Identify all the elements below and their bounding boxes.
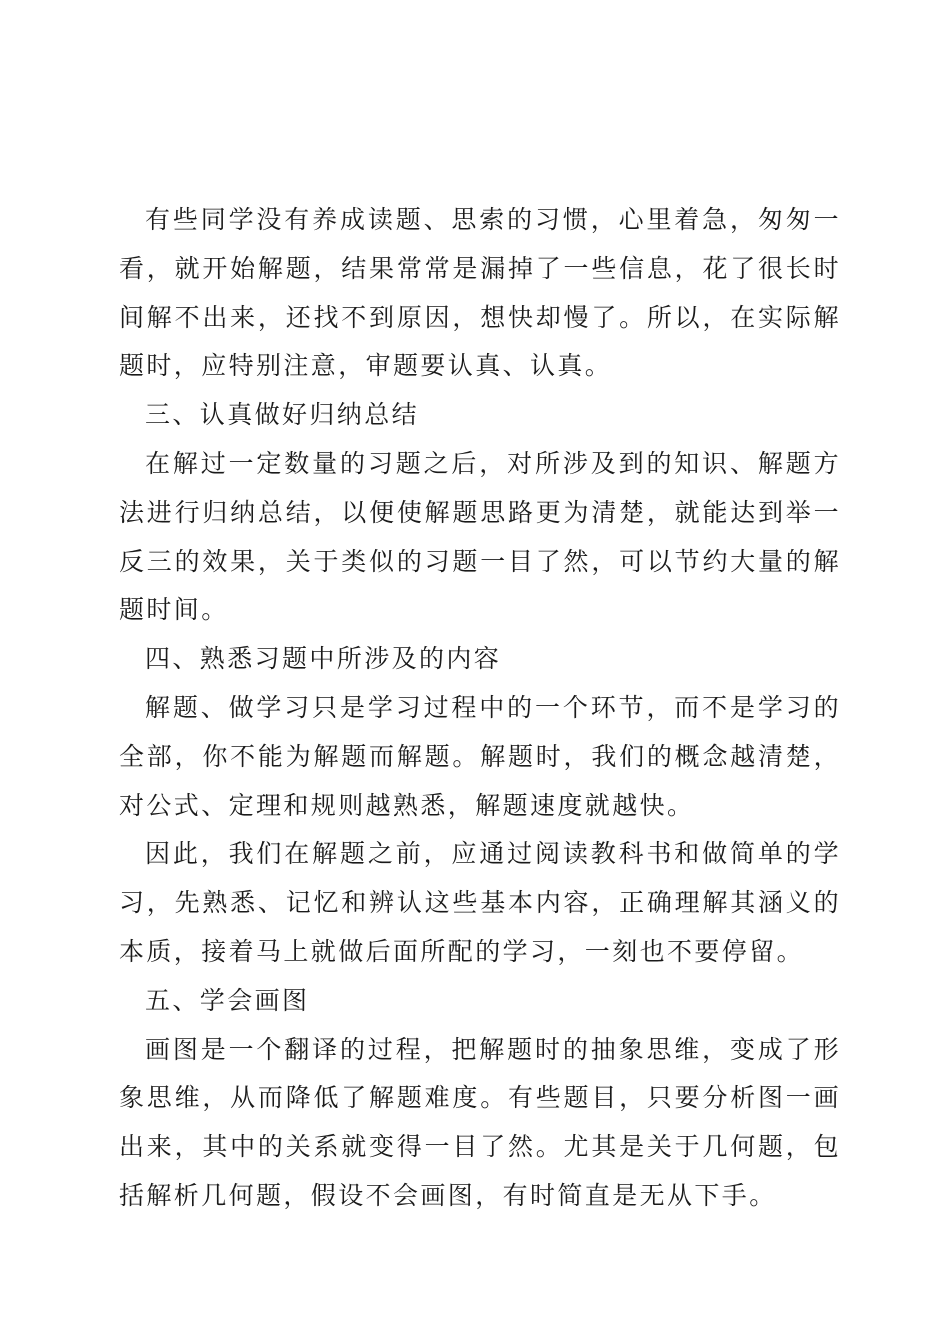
section-heading-drawing: 五、学会画图: [145, 985, 310, 1015]
paragraph-drawing: 画图是一个翻译的过程，把解题时的抽象思维，变成了形象思维，从而降低了解题难度。有些题目，只要分析图一画出来，其中的关系就变得一目了然。尤其是关于几何题，包括解析几何题，假设不会画图，有时简直是无从下手。: [119, 1034, 841, 1210]
document-body: [119, 196, 841, 1221]
paragraph-summarize: 在解过一定数量的习题之后，对所涉及到的知识、解题方法进行归纳总结，以便使解题思路更为清楚，就能达到举一反三的效果，关于类似的习题一目了然，可以节约大量的解题时间。: [119, 448, 841, 625]
paragraph-learning-process: 解题、做学习只是学习过程中的一个环节，而不是学习的全部，你不能为解题而解题。解题时，我们的概念越清楚，对公式、定理和规则越熟悉，解题速度就越快。: [119, 692, 841, 820]
section-heading-familiarize: 四、熟悉习题中所涉及的内容: [145, 644, 502, 674]
section-heading-summarize: 三、认真做好归纳总结: [145, 400, 420, 430]
paragraph-before-solving: 因此，我们在解题之前，应通过阅读教科书和做简单的学习，先熟悉、记忆和辨认这些基本内容，正确理解其涵义的本质，接着马上就做后面所配的学习，一刻也不要停留。: [119, 839, 841, 966]
paragraph-reading-habits: 有些同学没有养成读题、思索的习惯，心里着急，匆匆一看，就开始解题，结果常常是漏掉了一些信息，花了很长时间解不出来，还找不到原因，想快却慢了。所以，在实际解题时，应特别注意，审题要认真、认真。: [119, 205, 841, 381]
